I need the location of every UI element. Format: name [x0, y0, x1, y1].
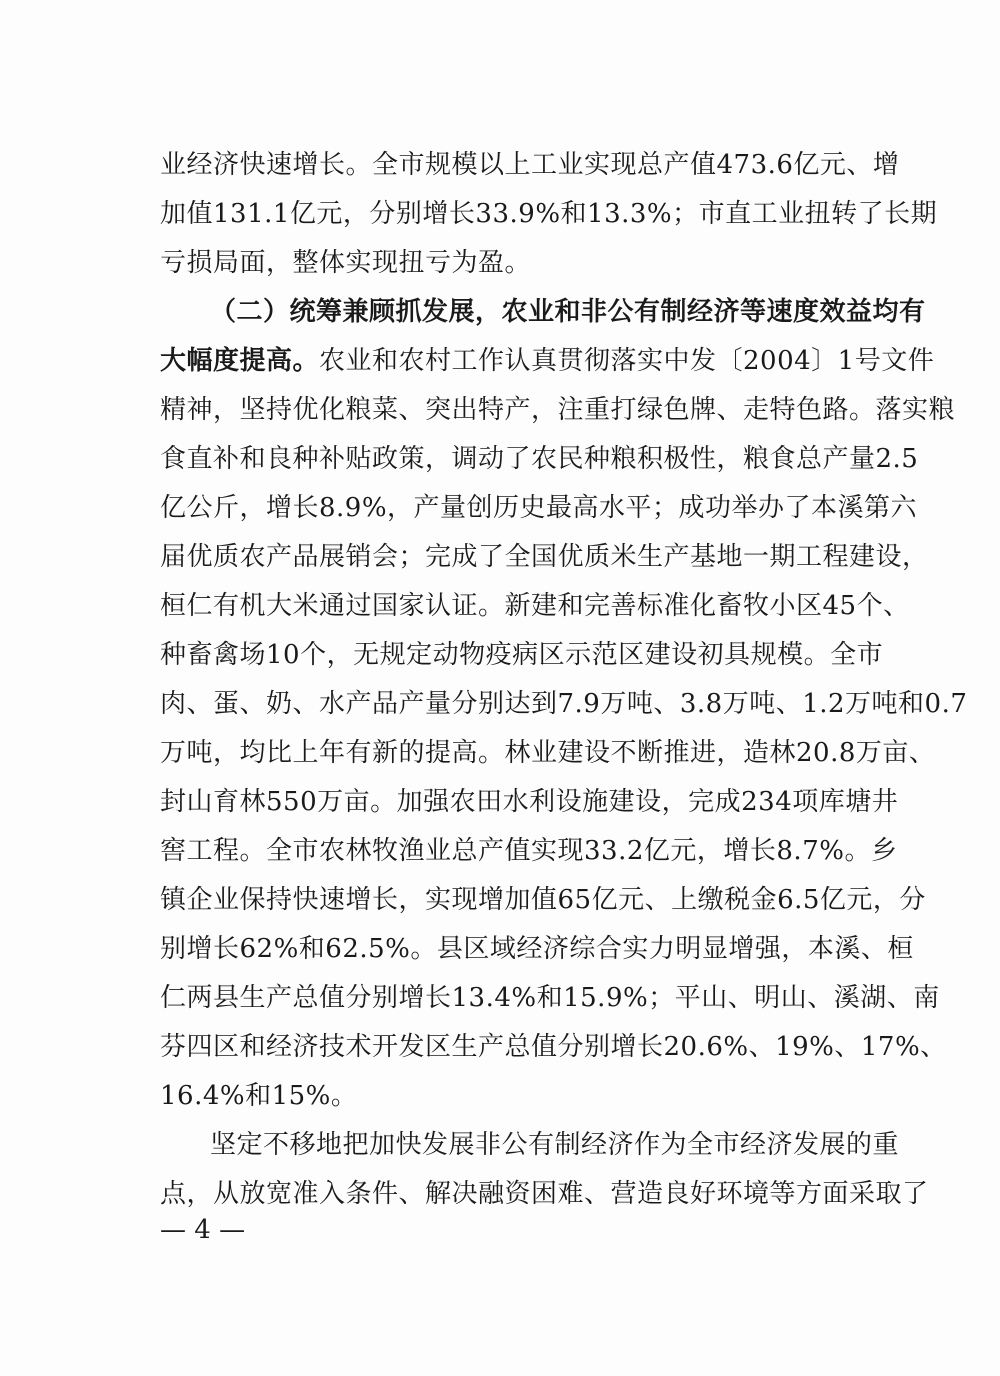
- text-line: 亿公斤，增长8.9%，产量创历史最高水平；成功举办了本溪第六: [160, 493, 918, 523]
- text-span: 农业和农村工作认真贯彻落实中发〔2004〕1号文件: [319, 346, 935, 376]
- text-line: 封山育林550万亩。加强农田水利设施建设，完成234项库塘井: [160, 787, 899, 817]
- page-number: — 4 —: [160, 1215, 246, 1245]
- text-line: 别增长62%和62.5%。县区域经济综合实力明显增强，本溪、桓: [160, 934, 914, 964]
- text-line: 亏损局面，整体实现扭亏为盈。: [160, 248, 532, 278]
- text-line: 16.4%和15%。: [160, 1081, 358, 1111]
- text-line: 种畜禽场10个，无规定动物疫病区示范区建设初具规模。全市: [160, 640, 884, 670]
- text-line: 食直补和良种补贴政策，调动了农民种粮积极性，粮食总产量2.5: [160, 444, 919, 474]
- text-line: 芬四区和经济技术开发区生产总值分别增长20.6%、19%、17%、: [160, 1032, 947, 1062]
- text-line: 窖工程。全市农林牧渔业总产值实现33.2亿元，增长8.7%。乡: [160, 836, 898, 866]
- text-line: 万吨，均比上年有新的提高。林业建设不断推进，造林20.8万亩、: [160, 738, 936, 768]
- text-line: 点，从放宽准入条件、解决融资困难、营造良好环境等方面采取了: [160, 1179, 929, 1209]
- text-line-mixed: [160, 341, 935, 381]
- text-line: 加值131.1亿元，分别增长33.9%和13.3%；市直工业扭转了长期: [160, 199, 938, 229]
- text-line: 肉、蛋、奶、水产品产量分别达到7.9万吨、3.8万吨、1.2万吨和0.7: [160, 689, 968, 719]
- text-line: 桓仁有机大米通过国家认证。新建和完善标准化畜牧小区45个、: [160, 591, 910, 621]
- text-line: 镇企业保持快速增长，实现增加值65亿元、上缴税金6.5亿元，分: [160, 885, 926, 915]
- text-line: 坚定不移地把加快发展非公有制经济作为全市经济发展的重: [210, 1130, 900, 1160]
- text-line: 业经济快速增长。全市规模以上工业实现总产值473.6亿元、增: [160, 150, 900, 180]
- text-line: 仁两县生产总值分别增长13.4%和15.9%；平山、明山、溪湖、南: [160, 983, 940, 1013]
- section-heading: （二）统筹兼顾抓发展，农业和非公有制经济等速度效益均有: [210, 297, 926, 327]
- text-line: 届优质农产品展销会；完成了全国优质米生产基地一期工程建设，: [160, 542, 929, 572]
- section-heading-continued: 大幅度提高。: [160, 346, 320, 376]
- text-line: 精神，坚持优化粮菜、突出特产，注重打绿色牌、走特色路。落实粮: [160, 395, 956, 425]
